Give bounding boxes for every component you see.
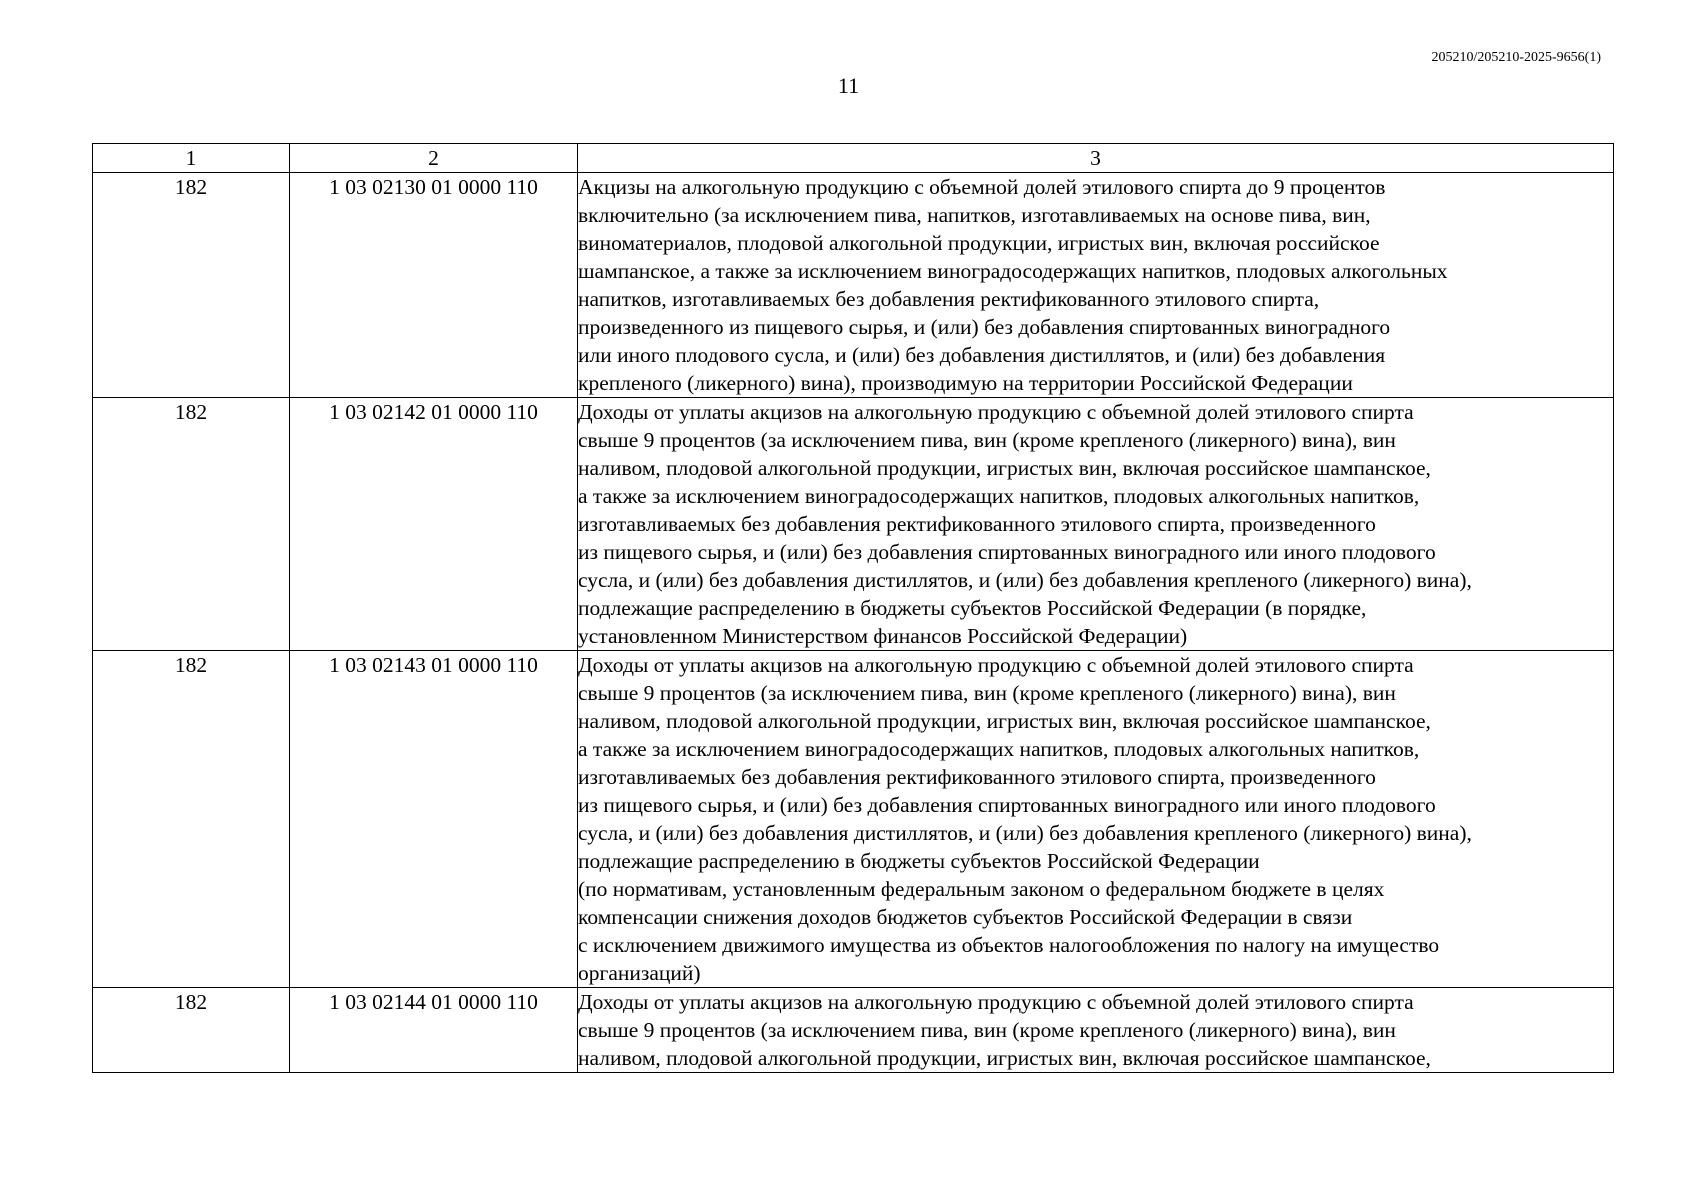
description-line: из пищевого сырья, и (или) без добавления спиртованных виноградного или иного плодового <box>578 540 1436 564</box>
description-line: свыше 9 процентов (за исключением пива, вин (кроме крепленого (ликерного) вина), вин <box>578 1018 1396 1042</box>
description-line: установленном Министерством финансов Российской Федерации) <box>578 624 1188 648</box>
revenue-codes-table <box>92 143 1614 1073</box>
budget-classification-code: 1 03 02144 01 0000 110 <box>290 988 578 1073</box>
table-row <box>93 398 1614 651</box>
description-line: виноматериалов, плодовой алкогольной продукции, игристых вин, включая российское <box>578 231 1380 255</box>
budget-classification-code: 1 03 02130 01 0000 110 <box>290 173 578 398</box>
description-line: наливом, плодовой алкогольной продукции, игристых вин, включая российское шампанское, <box>578 709 1431 733</box>
description-line: а также за исключением виноградосодержащих напитков, плодовых алкогольных напитков, <box>578 484 1420 508</box>
description-line: Доходы от уплаты акцизов на алкогольную продукцию с объемной долей этилового спирта <box>578 990 1414 1014</box>
page-number: 11 <box>837 73 860 98</box>
revenue-description <box>578 651 1614 988</box>
description-line: включительно (за исключением пива, напитков, изготавливаемых на основе пива, вин, <box>578 203 1371 227</box>
administrator-code: 182 <box>93 651 290 988</box>
table-row <box>93 173 1614 398</box>
description-line: с исключением движимого имущества из объектов налогообложения по налогу на имущество <box>578 933 1440 957</box>
column-number-row <box>93 144 1614 173</box>
description-line: изготавливаемых без добавления ректификованного этилового спирта, произведенного <box>578 765 1376 789</box>
description-line: подлежащие распределению в бюджеты субъектов Российской Федерации (в порядке, <box>578 596 1367 620</box>
description-line: организаций) <box>578 961 701 985</box>
description-line: подлежащие распределению в бюджеты субъектов Российской Федерации <box>578 849 1260 873</box>
description-line: Доходы от уплаты акцизов на алкогольную продукцию с объемной долей этилового спирта <box>578 653 1414 677</box>
description-line: изготавливаемых без добавления ректификованного этилового спирта, произведенного <box>578 512 1376 536</box>
table-row <box>93 651 1614 988</box>
description-line: крепленого (ликерного) вина), производимую на территории Российской Федерации <box>578 371 1353 395</box>
description-line: компенсации снижения доходов бюджетов субъектов Российской Федерации в связи <box>578 905 1353 929</box>
description-line: наливом, плодовой алкогольной продукции, игристых вин, включая российское шампанское, <box>578 1046 1431 1070</box>
revenue-description <box>578 988 1614 1073</box>
description-line: наливом, плодовой алкогольной продукции, игристых вин, включая российское шампанское, <box>578 456 1431 480</box>
description-line: сусла, и (или) без добавления дистиллятов, и (или) без добавления крепленого (ликерного) вина), <box>578 821 1472 845</box>
description-line: сусла, и (или) без добавления дистиллятов, и (или) без добавления крепленого (ликерного) вина), <box>578 568 1472 592</box>
column-number-1: 1 <box>93 144 290 173</box>
description-line: или иного плодового сусла, и (или) без добавления дистиллятов, и (или) без добавления <box>578 343 1386 367</box>
administrator-code: 182 <box>93 173 290 398</box>
column-number-2: 2 <box>290 144 578 173</box>
description-line: произведенного из пищевого сырья, и (или) без добавления спиртованных виноградного <box>578 315 1391 339</box>
column-number-3: 3 <box>578 144 1614 173</box>
document-id: 205210/205210-2025-9656(1) <box>1431 50 1601 65</box>
administrator-code: 182 <box>93 988 290 1073</box>
description-line: свыше 9 процентов (за исключением пива, вин (кроме крепленого (ликерного) вина), вин <box>578 428 1396 452</box>
revenue-description <box>578 173 1614 398</box>
description-line: а также за исключением виноградосодержащих напитков, плодовых алкогольных напитков, <box>578 737 1420 761</box>
description-line: свыше 9 процентов (за исключением пива, вин (кроме крепленого (ликерного) вина), вин <box>578 681 1396 705</box>
description-line: Доходы от уплаты акцизов на алкогольную продукцию с объемной долей этилового спирта <box>578 400 1414 424</box>
description-line: шампанское, а также за исключением виноградосодержащих напитков, плодовых алкогольных <box>578 259 1448 283</box>
table-row <box>93 988 1614 1073</box>
description-line: напитков, изготавливаемых без добавления ректификованного этилового спирта, <box>578 287 1320 311</box>
description-line: из пищевого сырья, и (или) без добавления спиртованных виноградного или иного плодового <box>578 793 1436 817</box>
revenue-description <box>578 398 1614 651</box>
budget-classification-code: 1 03 02143 01 0000 110 <box>290 651 578 988</box>
description-line: Акцизы на алкогольную продукцию с объемной долей этилового спирта до 9 процентов <box>578 175 1386 199</box>
description-line: (по нормативам, установленным федеральным законом о федеральном бюджете в целях <box>578 877 1385 901</box>
administrator-code: 182 <box>93 398 290 651</box>
budget-classification-code: 1 03 02142 01 0000 110 <box>290 398 578 651</box>
